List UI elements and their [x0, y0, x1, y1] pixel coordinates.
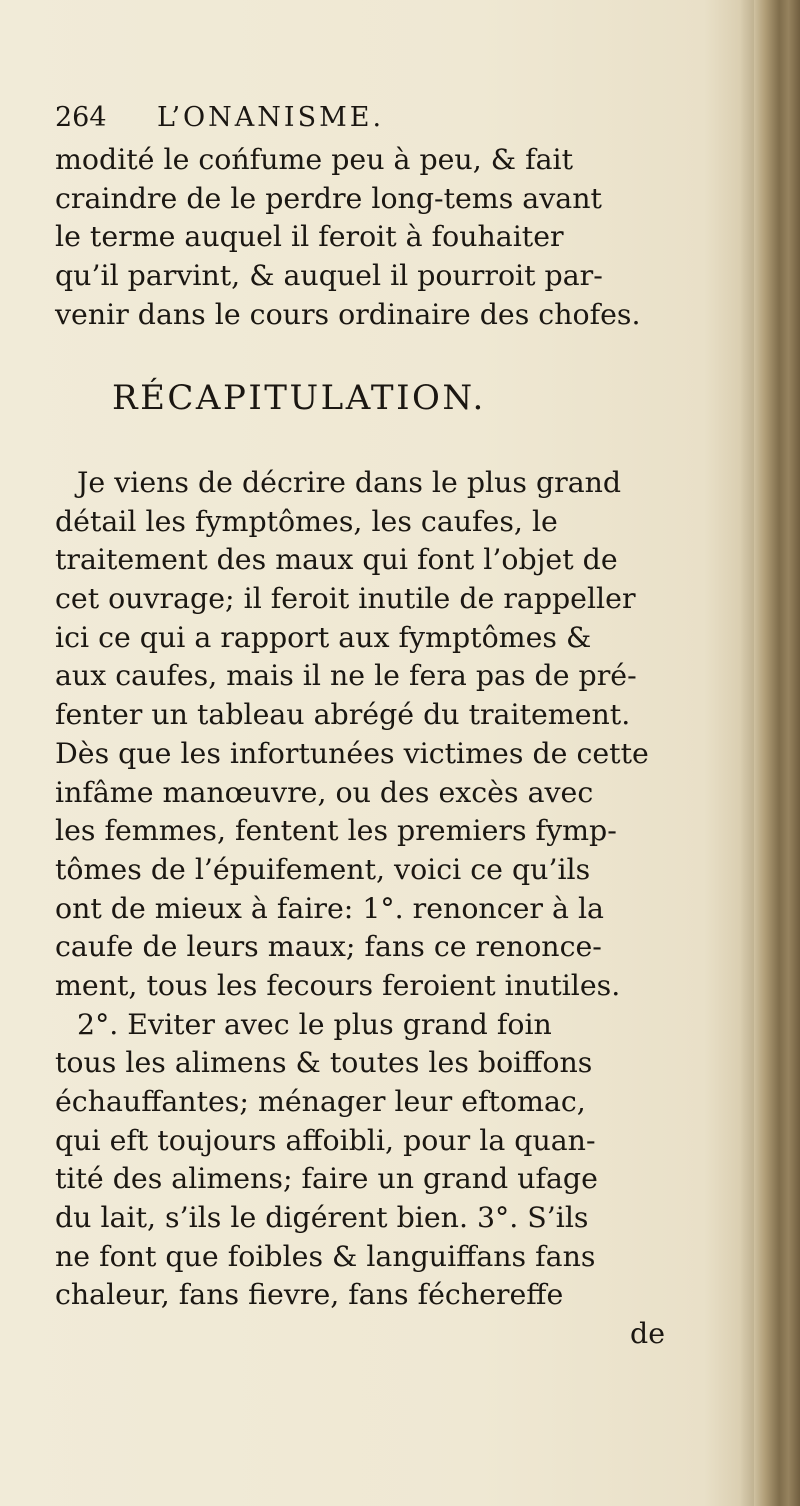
text-line: fenter un tableau abrégé du traitement. — [55, 698, 631, 732]
text-line: aux caufes, mais il ne le fera pas de pré- — [55, 659, 637, 693]
text-line: Dès que les infortunées victimes de cette — [55, 736, 649, 770]
text-line: caufe de leurs maux; fans ce renonce- — [55, 930, 602, 964]
text-line: qu’il parvint, & auquel il pourroit par- — [55, 259, 603, 293]
text-line: tômes de l’épuifement, voici ce qu’ils — [55, 852, 591, 886]
text-line: ont de mieux à faire: 1°. renoncer à la — [55, 891, 604, 925]
text-line: le terme auquel il feroit à fouhaiter — [55, 220, 564, 254]
page-gutter-shadow — [740, 0, 754, 1506]
text-line: craindre de le perdre long-tems avant — [55, 181, 602, 215]
text-line: chaleur, fans fievre, fans féchereffe — [55, 1278, 564, 1312]
text-line: cet ouvrage; il feroit inutile de rappeller — [55, 582, 636, 616]
text-line: tous les alimens & toutes les boiffons — [55, 1046, 593, 1080]
page-header — [55, 102, 695, 142]
paragraph-continued — [55, 141, 725, 334]
text-line: ne font que foibles & languiffans fans — [55, 1239, 596, 1273]
section-heading: RÉCAPITULATION. — [112, 378, 486, 418]
text-line: modité le cońfume peu à peu, & fait — [55, 143, 573, 176]
text-line: échauffantes; ménager leur eftomac, — [55, 1085, 586, 1118]
page-binding-edge — [754, 0, 800, 1506]
text-line: les femmes, fentent les premiers fymp- — [55, 814, 617, 848]
text-line: Je viens de décrire dans le plus grand — [77, 466, 622, 499]
text-line: qui eft toujours affoibli, pour la quan- — [55, 1123, 596, 1157]
text-line: tité des alimens; faire un grand ufage — [55, 1162, 598, 1196]
text-line: infâme manœuvre, ou des excès avec — [55, 775, 594, 809]
text-line: traitement des maux qui font l’objet de — [55, 543, 618, 577]
running-head: L’ONANISME. — [157, 102, 385, 133]
text-line: détail les fymptômes, les caufes, le — [55, 504, 558, 538]
text-line: ment, tous les fecours feroient inutiles. — [55, 968, 621, 1002]
catchword: de — [630, 1317, 665, 1351]
text-line: 2°. Eviter avec le plus grand foin — [77, 1007, 552, 1041]
text-line: ici ce qui a rapport aux fymptômes & — [55, 620, 592, 654]
text-line: venir dans le cours ordinaire des chofes. — [55, 297, 641, 331]
page-number: 264 — [55, 102, 107, 133]
text-line: du lait, s’ils le digérent bien. 3°. S’ils — [55, 1201, 589, 1235]
paragraph-recapitulation — [55, 464, 725, 1354]
